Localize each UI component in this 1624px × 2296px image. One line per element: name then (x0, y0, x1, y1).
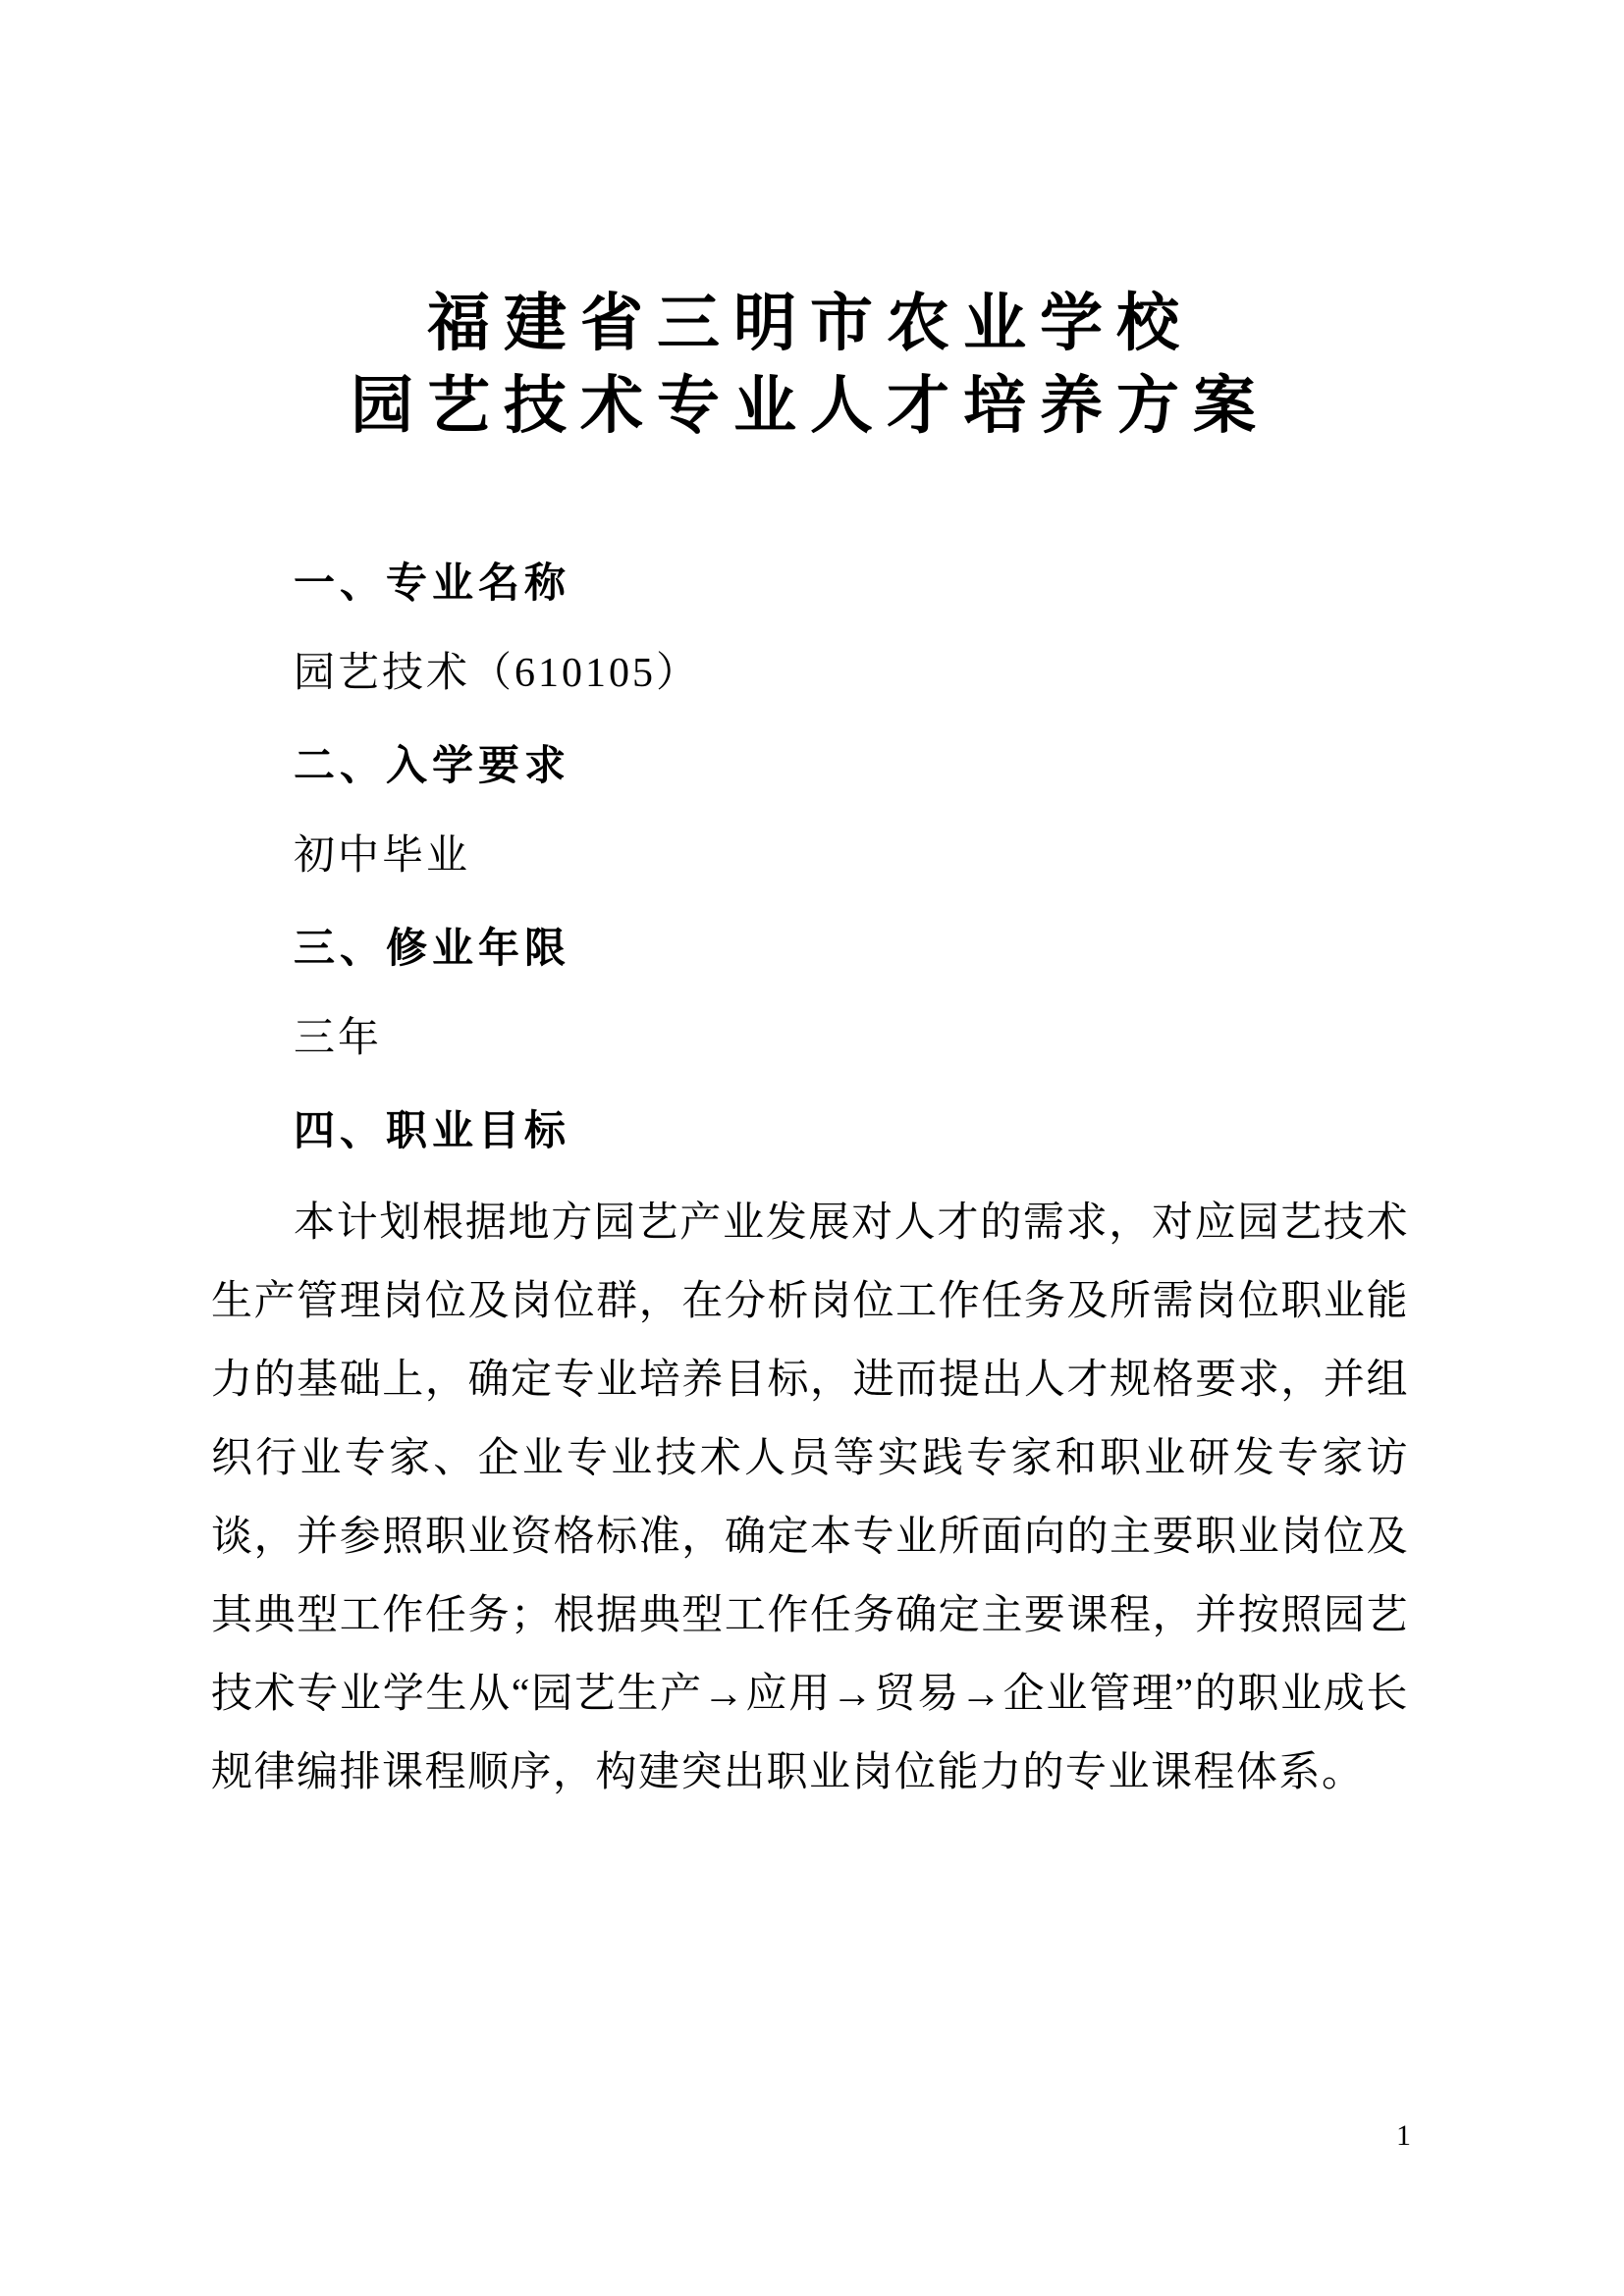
section-1-body: 园艺技术（610105） (294, 651, 701, 696)
section-2-body: 初中毕业 (294, 833, 471, 879)
document-title (211, 283, 1409, 448)
section-2-heading: 二、入学要求 (294, 742, 571, 788)
title-line-2: 园艺技术专业人才培养方案 (351, 371, 1270, 441)
page-number: 1 (1396, 2119, 1411, 2152)
section-4-heading: 四、职业目标 (294, 1107, 571, 1153)
title-line-1: 福建省三明市农业学校 (427, 289, 1193, 358)
section-4-body: 本计划根据地方园艺产业发展对人才的需求，对应园艺技术生产管理岗位及岗位群，在分析岗位工作任务及所需岗位职业能力的基础上，确定专业培养目标，进而提出人才规格要求，并组织行业专家、企业专业技术人员等实践专家和职业研发专家访谈，并参照职业资格标准，确定本专业所面向的主要职业岗位及其典型工作任务；根据典型工作任务确定主要课程，并按照园艺技术专业学生从“园艺生产→应用→贸易→企业管理”的职业成长规律编排课程顺序，构建突出职业岗位能力的专业课程体系。 (211, 1201, 1409, 1795)
section-1-heading: 一、专业名称 (294, 560, 571, 606)
section-3-body: 三年 (294, 1016, 383, 1061)
section-3-heading: 三、修业年限 (294, 925, 571, 971)
